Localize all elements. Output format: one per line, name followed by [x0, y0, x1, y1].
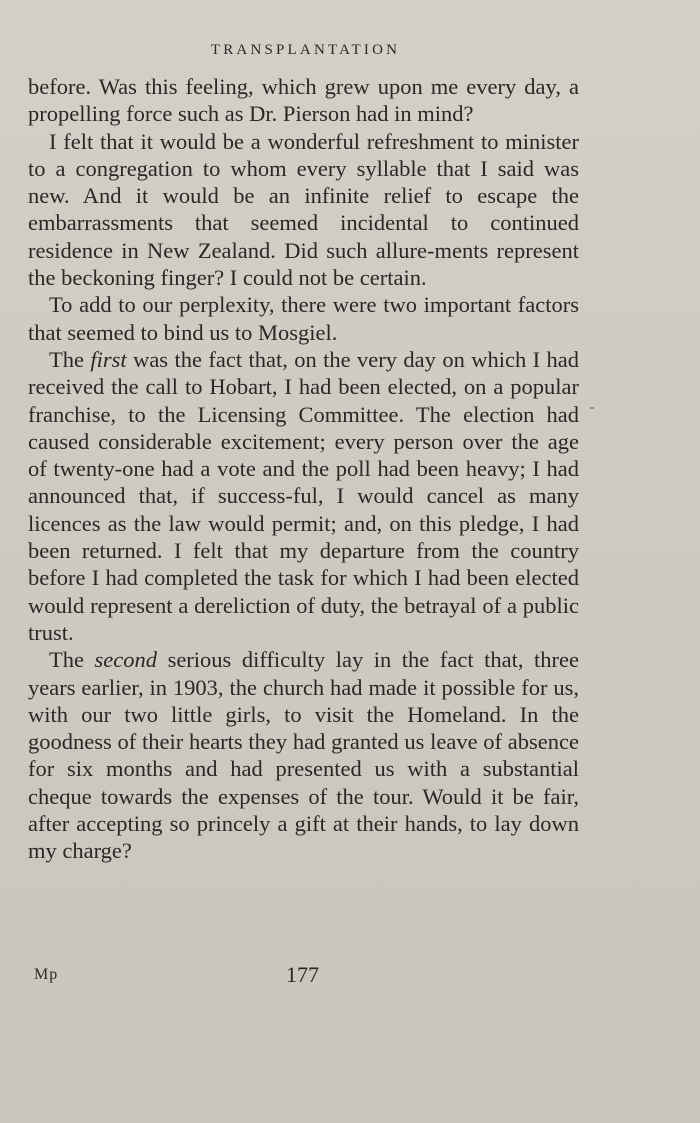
page-footer [34, 962, 594, 992]
paragraph [28, 346, 579, 646]
paragraph [28, 646, 579, 864]
paragraph-text: To add to our perplexity, there were two important factors that seemed to bind us to Mosgiel. [28, 292, 579, 345]
paragraph-text: was the fact that, on the very day on which I had received the call to Hobart, I had been elected, on a popular franchise, to the Licensing Committee. The election had caused considerable excitement; every person over the age of twenty-one had a vote and the poll had been heavy; I had announced that, if success-ful, I would cancel as many licences as the law would permit; and, on this pledge, I had been returned. I felt that my departure from the country before I had completed the task for which I had been elected would represent a dereliction of duty, the betrayal of a public trust. [28, 346, 579, 645]
paper-speck [590, 407, 594, 409]
page-number: 177 [286, 962, 319, 987]
paragraph [28, 128, 579, 292]
paragraph-lead: The [49, 346, 91, 372]
signature-mark: Mp [34, 966, 59, 983]
paragraph-text: I felt that it would be a wonderful refreshment to minister to a congregation to whom every syllable that I said was new. And it would be an infinite relief to escape the embarrassments that seemed incidental to continued residence in New Zealand. Did such allure-ments represent the beckoning finger? I could not be certain. [28, 128, 579, 291]
paragraph-text: before. Was this feeling, which grew upon me every day, a propelling force such as Dr. Pierson had in mind? [28, 74, 579, 127]
body-text [28, 73, 579, 865]
emphasis-word: second [94, 647, 158, 673]
emphasis-word: first [90, 346, 127, 372]
running-header: TRANSPLANTATION [210, 42, 401, 58]
paragraph [28, 73, 579, 128]
paragraph [28, 291, 579, 346]
paragraph-text: serious difficulty lay in the fact that, three years earlier, in 1903, the church had made it possible for us, with our two little girls, to visit the Homeland. In the goodness of their hearts they had granted us leave of absence for six months and had presented us with a substantial cheque towards the expenses of the tour. Would it be fair, after accepting so princely a gift at their hands, to lay down my charge? [28, 647, 579, 864]
paragraph-lead: The [49, 647, 95, 673]
